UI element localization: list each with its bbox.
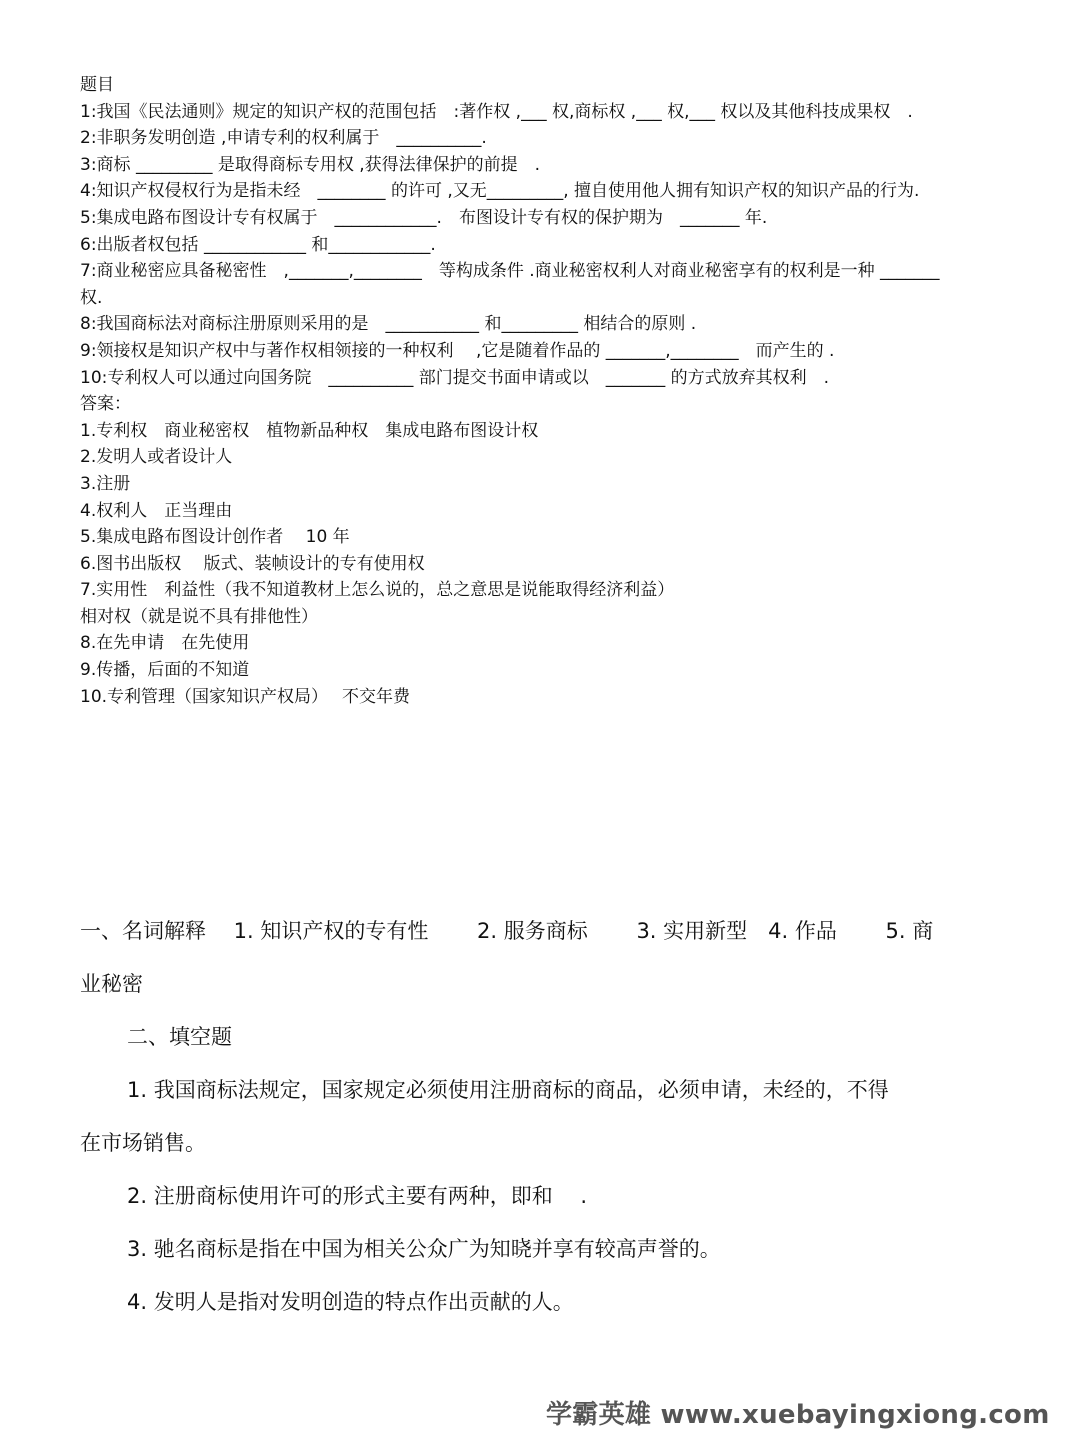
- question-5: 5:集成电路布图设计专有权属于 ____________. 布图设计专有权的保护期为 _______ 年.: [80, 207, 768, 228]
- question-8: 8:我国商标法对商标注册原则采用的是 ___________ 和_________ 相结合的原则 .: [80, 314, 697, 335]
- answer-3: 3.注册: [80, 473, 131, 494]
- question-3: 3:商标 _________ 是取得商标专用权 ,获得法律保护的前提 .: [80, 154, 541, 175]
- answer-8: 8.在先申请 在先使用: [80, 633, 250, 654]
- answer-2: 2.发明人或者设计人: [80, 447, 233, 468]
- answer-10: 10.专利管理（国家知识产权局） 不交年费: [80, 686, 410, 707]
- site-watermark: 学霸英雄 www.xuebayingxiong.com: [546, 1400, 1050, 1430]
- term-definitions-line: 一、名词解释 1. 知识产权的专有性 2. 服务商标 3. 实用新型 4. 作品 5. 商: [80, 919, 934, 943]
- fill-blank-4: 4. 发明人是指对发明创造的特点作出贡献的人。: [127, 1290, 574, 1314]
- answer-9: 9.传播，后面的不知道: [80, 660, 250, 681]
- answer-7: 7.实用性 利益性（我不知道教材上怎么说的，总之意思是说能取得经济利益）: [80, 580, 675, 601]
- questions-heading: 题目: [80, 75, 114, 95]
- questions-answers-section: [80, 72, 1040, 710]
- answer-1: 1.专利权 商业秘密权 植物新品种权 集成电路布图设计权: [80, 420, 539, 441]
- fill-blank-1: 1. 我国商标法规定，国家规定必须使用注册商标的商品，必须申请，未经的，不得: [127, 1078, 889, 1102]
- fill-blank-2: 2. 注册商标使用许可的形式主要有两种，即和 .: [127, 1184, 588, 1208]
- question-6: 6:出版者权包括 ____________ 和____________.: [80, 234, 436, 255]
- fill-blank-1-continued: 在市场销售。: [80, 1131, 206, 1155]
- exercise-section: [80, 905, 1010, 1329]
- fill-blank-heading: 二、填空题: [127, 1025, 232, 1049]
- answers-heading: 答案：: [80, 394, 131, 415]
- answer-4: 4.权利人 正当理由: [80, 500, 233, 521]
- question-2: 2:非职务发明创造 ,申请专利的权利属于 __________.: [80, 128, 487, 149]
- answer-6: 6.图书出版权 版式、装帧设计的专有使用权: [80, 553, 425, 574]
- question-4: 4:知识产权侵权行为是指未经 ________ 的许可 ,又无_________, 擅自使用他人拥有知识产权的知识产品的行为.: [80, 181, 920, 202]
- question-10: 10:专利权人可以通过向国务院 __________ 部门提交书面申请或以 _______ 的方式放弃其权利 .: [80, 367, 830, 388]
- answer-5: 5.集成电路布图设计创作者 10 年: [80, 527, 350, 548]
- question-9: 9:领接权是知识产权中与著作权相领接的一种权利 ,它是随着作品的 _______,________ 而产生的 .: [80, 340, 835, 361]
- question-7: 7:商业秘密应具备秘密性 ,_______,________ 等构成条件 .商业秘密权利人对商业秘密享有的权利是一种 _______ 权.: [80, 261, 940, 308]
- question-1: 1:我国《民法通则》规定的知识产权的范围包括 :著作权 ,___ 权,商标权 ,___ 权,___ 权以及其他科技成果权 .: [80, 101, 913, 122]
- answer-7-continued: 相对权（就是说不具有排他性）: [80, 606, 318, 627]
- fill-blank-3: 3. 驰名商标是指在中国为相关公众广为知晓并享有较高声誉的。: [127, 1237, 721, 1261]
- term-definitions-line-continued: 业秘密: [80, 972, 143, 996]
